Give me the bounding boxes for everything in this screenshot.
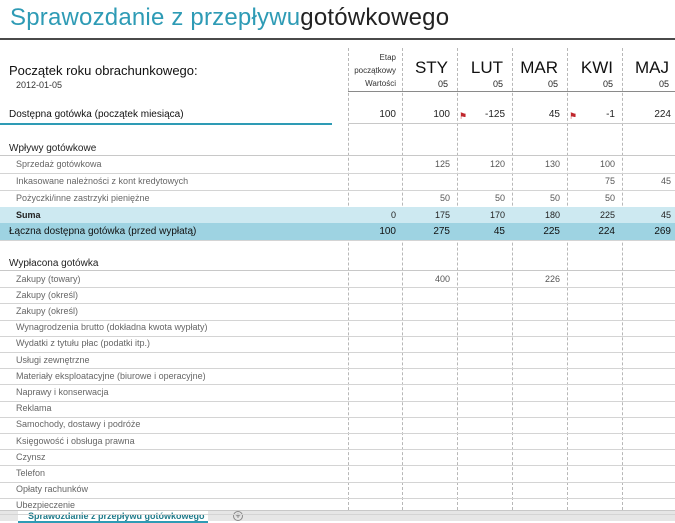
available-cash-label: Dostępna gotówka (początek miesiąca) [9, 109, 184, 120]
row-divider [0, 482, 675, 483]
row-value[interactable]: 100 [379, 225, 396, 237]
stage-header-line2: początkowy [354, 66, 396, 75]
month-header-year: 05 [437, 79, 448, 89]
row-value[interactable]: 226 [544, 273, 560, 284]
receipt-row-label: Sprzedaż gotówkowa [16, 159, 102, 169]
row-value[interactable]: 45 [660, 209, 671, 220]
column-separator [402, 48, 403, 510]
row-value[interactable]: 225 [543, 225, 560, 237]
row-value[interactable]: 400 [434, 273, 450, 284]
row-value[interactable]: 275 [433, 225, 450, 237]
title-rule [0, 38, 675, 40]
row-value[interactable]: 75 [604, 176, 615, 186]
row-value[interactable]: 224 [598, 225, 615, 237]
sheet-tab-cashflow[interactable]: Sprawozdanie z przepływu gotówkowego [18, 511, 208, 523]
row-value[interactable]: 100 [599, 159, 615, 169]
payment-row-label: Księgowość i obsługa prawna [16, 435, 135, 446]
payments-header: Wypłacona gotówka [9, 258, 99, 269]
warning-flag-icon: ⚑ [569, 111, 578, 121]
month-header-year: 05 [547, 79, 558, 89]
row-value[interactable]: 50 [604, 193, 615, 203]
row-value[interactable]: 45 [493, 225, 505, 237]
title-part-2: gotówkowego [300, 4, 450, 31]
month-header-name: STY [414, 58, 448, 77]
row-divider [348, 123, 675, 124]
fiscal-year-label: Początek roku obrachunkowego: [9, 63, 198, 78]
row-divider [0, 303, 675, 304]
payment-row-label: Samochody, dostawy i podróże [16, 419, 141, 430]
row-divider [0, 401, 675, 402]
row-value[interactable]: 269 [654, 225, 671, 237]
payment-row-label: Wynagrodzenia brutto (dokładna kwota wypłaty) [16, 322, 208, 333]
row-value[interactable]: 175 [434, 209, 450, 220]
row-divider [0, 155, 675, 156]
row-value[interactable]: -1 [606, 109, 615, 120]
row-value[interactable]: 45 [660, 176, 671, 186]
month-header-name: MAJ [635, 58, 669, 77]
month-header-year: 05 [492, 79, 503, 89]
row-divider [0, 417, 675, 418]
row-value[interactable]: 100 [379, 109, 396, 120]
receipt-row-label: Pożyczki/inne zastrzyki pieniężne [16, 193, 150, 203]
row-value[interactable]: 170 [489, 209, 505, 220]
row-value[interactable]: -125 [484, 109, 505, 120]
row-value[interactable]: 180 [544, 209, 560, 220]
receipts-header: Wpływy gotówkowe [9, 143, 97, 154]
receipts-sum-label: Suma [16, 209, 41, 220]
month-header-year: 05 [602, 79, 613, 89]
column-separator [512, 48, 513, 510]
payment-row-label: Reklama [16, 403, 52, 414]
row-value[interactable]: 100 [433, 109, 450, 120]
payment-row-label: Wydatki z tytułu płac (podatki itp.) [16, 338, 150, 349]
row-divider [0, 368, 675, 369]
add-sheet-button[interactable]: + [233, 511, 243, 521]
column-separator [622, 48, 623, 510]
payment-row-label: Ubezpieczenie [16, 500, 76, 511]
row-value[interactable]: 50 [494, 193, 505, 203]
fiscal-year-date[interactable]: 2012-01-05 [16, 80, 63, 90]
payment-row-label: Usługi zewnętrzne [16, 354, 90, 365]
stage-header-line1: Etap [379, 53, 396, 62]
page-title [10, 4, 449, 32]
row-divider [0, 173, 675, 174]
row-divider [0, 449, 675, 450]
total-available-label: Łączna dostępna gotówka (przed wypłatą) [9, 225, 197, 237]
month-header-name: LUT [470, 58, 503, 77]
row-divider [0, 320, 675, 321]
month-header-year: 05 [658, 79, 669, 89]
row-divider [0, 352, 675, 353]
row-divider [0, 514, 675, 515]
stage-header-line3: Wartości [365, 79, 396, 88]
row-value[interactable]: 224 [654, 109, 671, 120]
column-separator [457, 48, 458, 510]
row-divider [0, 384, 675, 385]
payment-row-label: Zakupy (określ) [16, 289, 79, 300]
row-divider [0, 336, 675, 337]
row-value[interactable]: 50 [439, 193, 450, 203]
row-divider [0, 270, 675, 271]
payment-row-label: Zakupy (określ) [16, 306, 79, 316]
payment-row-label: Telefon [16, 468, 46, 478]
row-divider [0, 433, 675, 434]
title-part-1: Sprawozdanie z przepływu [10, 4, 301, 31]
column-separator [567, 48, 568, 510]
payment-row-label: Naprawy i konserwacja [16, 387, 109, 397]
row-value[interactable]: 45 [548, 109, 560, 120]
row-divider [0, 190, 675, 191]
row-value[interactable]: 130 [544, 159, 560, 169]
row-value[interactable]: 125 [434, 159, 450, 169]
row-divider [0, 123, 332, 125]
sheet-tab-bar [0, 510, 675, 521]
month-header-name: MAR [520, 58, 558, 77]
receipt-row-label: Inkasowane należności z kont kredytowych [16, 176, 189, 186]
warning-flag-icon: ⚑ [459, 111, 468, 121]
payment-row-label: Opłaty rachunków [16, 484, 89, 495]
row-value[interactable]: 120 [489, 159, 505, 169]
payment-row-label: Zakupy (towary) [16, 273, 81, 284]
row-value[interactable]: 50 [549, 193, 560, 203]
payment-row-label: Czynsz [16, 451, 46, 462]
row-divider [0, 287, 675, 288]
row-divider [0, 240, 675, 241]
payment-row-label: Materiały eksploatacyjne (biurowe i operacyjne) [16, 370, 206, 381]
row-value[interactable]: 225 [599, 209, 615, 220]
row-value[interactable]: 0 [390, 209, 396, 220]
row-divider [0, 498, 675, 499]
row-divider [0, 465, 675, 466]
month-header-name: KWI [580, 58, 613, 77]
